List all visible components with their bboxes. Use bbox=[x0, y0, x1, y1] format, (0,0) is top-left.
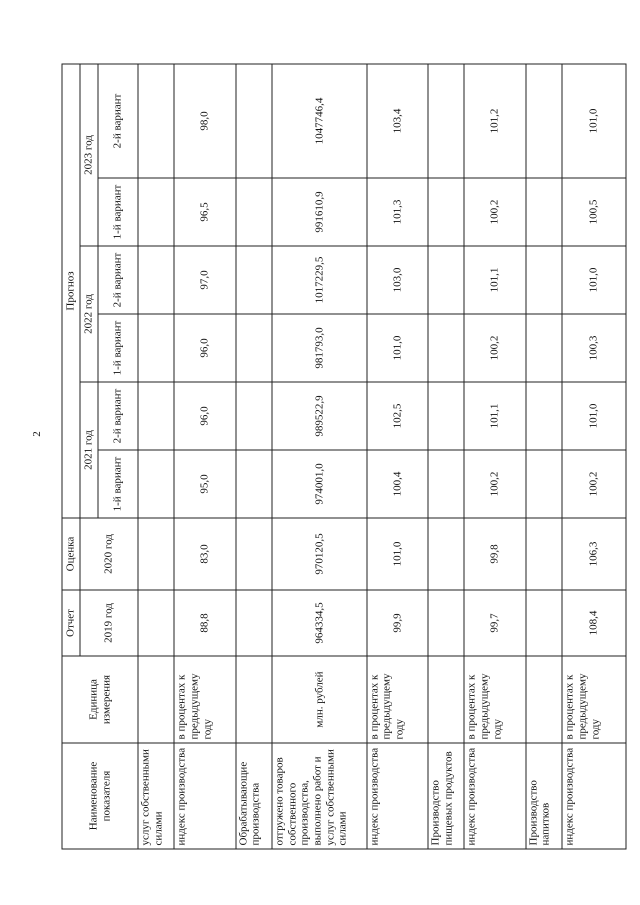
page-number: 2 bbox=[30, 431, 43, 437]
value-2021-v2: 96,0 bbox=[174, 382, 235, 450]
header-2022-variant-2: 2-й вариант bbox=[98, 246, 138, 314]
value-2023-v1: 100,2 bbox=[464, 178, 525, 246]
value-2021-v1: 100,2 bbox=[562, 450, 626, 518]
row-name: индекс производства bbox=[562, 743, 626, 849]
value-2021-v2: 102,5 bbox=[367, 382, 428, 450]
row-unit: в процентах к предыдущему году bbox=[367, 656, 428, 743]
value-2023-v1: 101,3 bbox=[367, 178, 428, 246]
row-unit: млн. рублей bbox=[272, 656, 366, 743]
header-report: Отчет bbox=[62, 590, 80, 656]
row-name: индекс производства bbox=[174, 743, 235, 849]
value-2019 bbox=[236, 590, 272, 656]
table-row bbox=[236, 63, 272, 848]
value-2021-v2: 101,0 bbox=[562, 382, 626, 450]
row-name: Производство пищевых продуктов bbox=[428, 743, 464, 849]
value-2021-v2 bbox=[526, 382, 562, 450]
table-row bbox=[464, 63, 525, 848]
value-2022-v1: 100,3 bbox=[562, 314, 626, 382]
value-2021-v1: 100,2 bbox=[464, 450, 525, 518]
table-row bbox=[174, 63, 235, 848]
value-2022-v1 bbox=[138, 314, 174, 382]
table-row bbox=[138, 63, 174, 848]
value-2021-v1 bbox=[138, 450, 174, 518]
header-indicator-name: Наименование показателя bbox=[62, 743, 138, 849]
value-2022-v1: 100,2 bbox=[464, 314, 525, 382]
value-2020: 83,0 bbox=[174, 518, 235, 590]
value-2022-v1: 981793,0 bbox=[272, 314, 366, 382]
value-2022-v1: 96,0 bbox=[174, 314, 235, 382]
row-unit bbox=[526, 656, 562, 743]
value-2019 bbox=[526, 590, 562, 656]
value-2023-v2 bbox=[428, 63, 464, 177]
value-2022-v2: 101,1 bbox=[464, 246, 525, 314]
value-2022-v2: 103,0 bbox=[367, 246, 428, 314]
value-2023-v1: 991610,9 bbox=[272, 178, 366, 246]
header-year-2021: 2021 год bbox=[80, 382, 98, 518]
table-row bbox=[562, 63, 626, 848]
value-2021-v1: 95,0 bbox=[174, 450, 235, 518]
row-unit bbox=[428, 656, 464, 743]
value-2019: 964334,5 bbox=[272, 590, 366, 656]
value-2021-v2 bbox=[236, 382, 272, 450]
value-2019: 99,7 bbox=[464, 590, 525, 656]
value-2023-v1: 96,5 bbox=[174, 178, 235, 246]
row-unit bbox=[236, 656, 272, 743]
header-year-2022: 2022 год bbox=[80, 246, 98, 382]
value-2020: 101,0 bbox=[367, 518, 428, 590]
header-year-2023: 2023 год bbox=[80, 63, 98, 245]
forecast-table bbox=[62, 63, 627, 849]
value-2023-v2: 98,0 bbox=[174, 63, 235, 177]
row-name: индекс производства bbox=[367, 743, 428, 849]
value-2022-v2: 1017229,5 bbox=[272, 246, 366, 314]
value-2023-v1 bbox=[138, 178, 174, 246]
header-forecast: Прогноз bbox=[62, 63, 80, 517]
header-year-2019: 2019 год bbox=[80, 590, 138, 656]
value-2020 bbox=[428, 518, 464, 590]
rotated-table-container bbox=[62, 64, 627, 849]
value-2023-v2: 101,2 bbox=[464, 63, 525, 177]
table-row bbox=[526, 63, 562, 848]
row-name: индекс производства bbox=[464, 743, 525, 849]
row-unit: в процентах к предыдущему году bbox=[464, 656, 525, 743]
header-2022-variant-1: 1-й вариант bbox=[98, 314, 138, 382]
value-2022-v1: 101,0 bbox=[367, 314, 428, 382]
value-2021-v2: 101,1 bbox=[464, 382, 525, 450]
header-year-2020: 2020 год bbox=[80, 518, 138, 590]
value-2023-v2: 103,4 bbox=[367, 63, 428, 177]
value-2022-v1 bbox=[526, 314, 562, 382]
value-2020: 99,8 bbox=[464, 518, 525, 590]
value-2023-v1 bbox=[526, 178, 562, 246]
value-2020: 970120,5 bbox=[272, 518, 366, 590]
value-2019 bbox=[428, 590, 464, 656]
value-2021-v1 bbox=[428, 450, 464, 518]
value-2022-v2 bbox=[138, 246, 174, 314]
value-2022-v2 bbox=[428, 246, 464, 314]
value-2021-v1: 100,4 bbox=[367, 450, 428, 518]
row-name: услуг собственными силами bbox=[138, 743, 174, 849]
value-2021-v2 bbox=[428, 382, 464, 450]
table-row bbox=[367, 63, 428, 848]
value-2023-v2: 1047746,4 bbox=[272, 63, 366, 177]
row-unit: в процентах к предыдущему году bbox=[174, 656, 235, 743]
value-2023-v1 bbox=[428, 178, 464, 246]
value-2020: 106,3 bbox=[562, 518, 626, 590]
value-2019: 88,8 bbox=[174, 590, 235, 656]
row-name: отгружено товаров собственного производства, выполнено работ и услуг собственными силами bbox=[272, 743, 366, 849]
value-2022-v2 bbox=[236, 246, 272, 314]
header-2023-variant-1: 1-й вариант bbox=[98, 178, 138, 246]
value-2022-v2 bbox=[526, 246, 562, 314]
value-2021-v1: 974001,0 bbox=[272, 450, 366, 518]
value-2021-v1 bbox=[526, 450, 562, 518]
value-2023-v2: 101,0 bbox=[562, 63, 626, 177]
value-2023-v2 bbox=[236, 63, 272, 177]
row-name: Обрабатывающие производства bbox=[236, 743, 272, 849]
header-2021-variant-2: 2-й вариант bbox=[98, 382, 138, 450]
value-2023-v2 bbox=[526, 63, 562, 177]
value-2021-v1 bbox=[236, 450, 272, 518]
header-estimate: Оценка bbox=[62, 518, 80, 590]
row-name: Производство напитков bbox=[526, 743, 562, 849]
table-row bbox=[428, 63, 464, 848]
value-2022-v2: 101,0 bbox=[562, 246, 626, 314]
header-2023-variant-2: 2-й вариант bbox=[98, 63, 138, 177]
value-2021-v2 bbox=[138, 382, 174, 450]
value-2022-v1 bbox=[428, 314, 464, 382]
value-2021-v2: 989522,9 bbox=[272, 382, 366, 450]
value-2023-v1: 100,5 bbox=[562, 178, 626, 246]
value-2019: 108,4 bbox=[562, 590, 626, 656]
header-unit: Единица измерения bbox=[62, 656, 138, 743]
value-2023-v1 bbox=[236, 178, 272, 246]
value-2020 bbox=[138, 518, 174, 590]
value-2020 bbox=[236, 518, 272, 590]
value-2019: 99,9 bbox=[367, 590, 428, 656]
value-2019 bbox=[138, 590, 174, 656]
table-row bbox=[272, 63, 366, 848]
row-unit: в процентах к предыдущему году bbox=[562, 656, 626, 743]
value-2022-v1 bbox=[236, 314, 272, 382]
value-2023-v2 bbox=[138, 63, 174, 177]
value-2022-v2: 97,0 bbox=[174, 246, 235, 314]
value-2020 bbox=[526, 518, 562, 590]
header-2021-variant-1: 1-й вариант bbox=[98, 450, 138, 518]
row-unit bbox=[138, 656, 174, 743]
